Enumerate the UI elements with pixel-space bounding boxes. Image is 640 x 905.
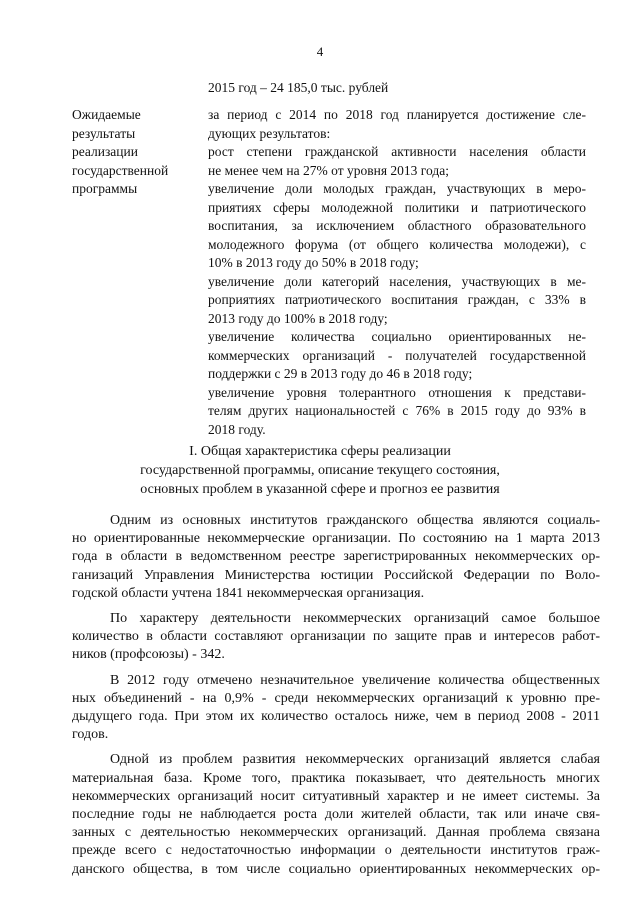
paragraph-line: ных объединений - на 0,9% - среди некоммерческих организаций к уровню пре- xyxy=(72,690,600,706)
expected-results-label xyxy=(72,106,202,199)
results-line: воспитания, за исключением областного образовательного xyxy=(208,218,586,233)
results-line: рост степени гражданской активности населения области xyxy=(208,144,586,159)
results-line: увеличение уровня толерантного отношения к представи- xyxy=(208,384,586,400)
results-line: дующих результатов: xyxy=(208,125,331,141)
paragraph-line: года в области в ведомственном реестре зарегистрированных некоммерческих ор- xyxy=(72,549,600,565)
results-line: 2013 году до 100% в 2018 году; xyxy=(208,310,388,326)
budget-line: 2015 год – 24 185,0 тыс. рублей xyxy=(208,80,389,95)
page-number: 4 xyxy=(316,44,324,59)
paragraph xyxy=(72,672,600,745)
paragraph xyxy=(72,610,600,665)
paragraph-line: ников (профсоюзы) - 342. xyxy=(72,647,225,663)
paragraph-line: В 2012 году отмечено незначительное увеличение количества общественных xyxy=(110,672,600,688)
paragraph-line: Одним из основных институтов гражданского общества являются социаль- xyxy=(110,513,600,528)
paragraph-line: дыдущего года. При этом их количество осталось ниже, чем в период 2008 - 2011 xyxy=(72,709,600,725)
paragraph-line: Одной из проблем развития некоммерческих организаций является слабая xyxy=(110,752,600,768)
results-line: не менее чем на 27% от уровня 2013 года; xyxy=(208,162,449,178)
paragraph-line: количество в области составляют организации по защите прав и интересов работ- xyxy=(72,629,600,645)
heading-line: I. Общая характеристика сферы реализации xyxy=(189,444,451,459)
results-line: молодежного форума (от общего количества молодежи), с xyxy=(208,236,586,252)
section-heading xyxy=(0,442,640,499)
paragraph-line: ганизаций Управления Министерства юстиции Российской Федерации по Воло- xyxy=(72,567,600,583)
paragraph-line: По характеру деятельности некоммерческих организаций самое большое xyxy=(110,611,600,627)
paragraph xyxy=(72,512,600,603)
results-line: увеличение количества социально ориентированных не- xyxy=(208,329,586,344)
heading-line: государственной программы, описание текущего состояния, xyxy=(140,463,500,478)
paragraph-line: материальная база. Кроме того, практика показывает, что деятельность многих xyxy=(72,770,600,786)
paragraph-line: последние годы не наблюдается роста доли жителей области, так или иначе свя- xyxy=(72,807,600,823)
results-line: приятиях сферы молодежной политики и патриотического xyxy=(208,199,586,215)
paragraph-line: годской области учтена 1841 некоммерческая организация. xyxy=(72,585,425,601)
results-line: 2018 году. xyxy=(208,421,266,437)
label-line: программы xyxy=(72,181,138,196)
results-line: коммерческих организаций - получателей государственной xyxy=(208,347,586,363)
results-line: 10% в 2013 году до 50% в 2018 году; xyxy=(208,255,419,270)
expected-results-text xyxy=(208,106,586,439)
results-line: роприятиях патриотического воспитания граждан, с 33% в xyxy=(208,292,586,307)
label-line: результаты xyxy=(72,125,136,141)
paragraph-line: прежде всего с недостаточностью информации о деятельности институтов граж- xyxy=(72,843,600,859)
paragraph-line: данского общества, в том числе социально ориентированных некоммерческих ор- xyxy=(72,861,600,877)
body-text xyxy=(72,512,600,886)
label-line: государственной xyxy=(72,162,169,178)
label-line: реализации xyxy=(72,144,138,159)
results-line: за период с 2014 по 2018 год планируется достижение сле- xyxy=(208,107,586,122)
results-line: телям других национальностей с 76% в 2015 году до 93% в xyxy=(208,403,586,418)
results-line: увеличение доли категорий населения, участвующих в ме- xyxy=(208,273,586,289)
paragraph-line: занных с деятельностью некоммерческих организаций. Данная проблема связана xyxy=(72,825,600,841)
label-line: Ожидаемые xyxy=(72,107,141,122)
results-line: поддержки с 29 в 2013 году до 46 в 2018 году; xyxy=(208,366,473,381)
paragraph-line: годов. xyxy=(72,727,109,743)
paragraph-line: но ориентированные некоммерческие организации. По состоянию на 1 марта 2013 xyxy=(72,531,600,547)
results-line: увеличение доли молодых граждан, участвующих в меро- xyxy=(208,181,586,196)
heading-line: основных проблем в указанной сфере и прогноз ее развития xyxy=(140,482,500,497)
paragraph-line: некоммерческих организаций носит ситуативный характер и не имеет системы. За xyxy=(72,788,600,804)
paragraph xyxy=(72,751,600,878)
